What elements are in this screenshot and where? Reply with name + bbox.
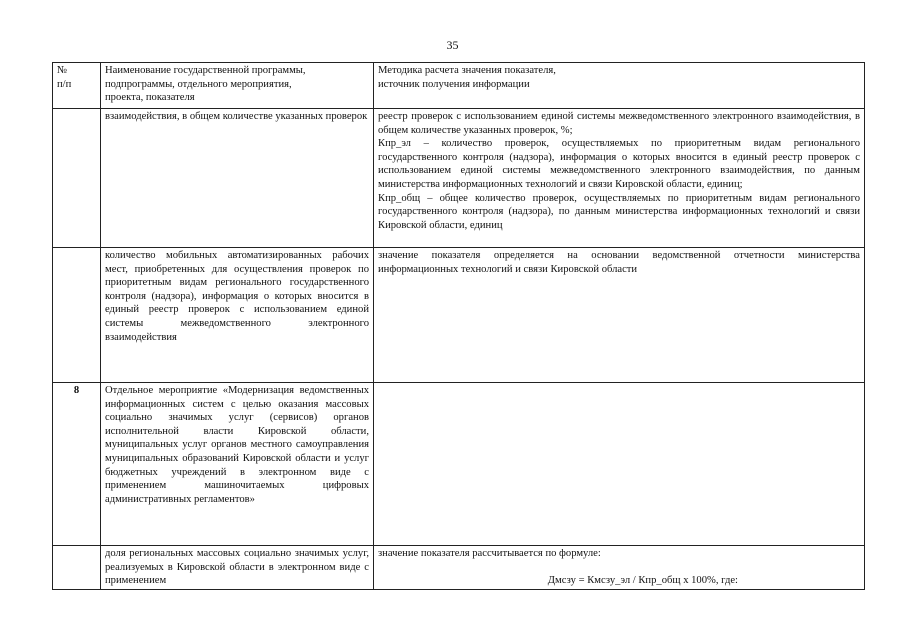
row-num <box>53 546 101 590</box>
row-name: взаимодействия, в общем количестве указанных проверок <box>101 109 374 248</box>
header-num: № п/п <box>53 63 101 109</box>
table-row <box>53 109 865 248</box>
table-header-row <box>53 63 865 109</box>
row-num <box>53 248 101 383</box>
header-method: Методика расчета значения показателя, источник получения информации <box>374 63 865 109</box>
method-paragraph: Кпр_эл – количество проверок, осуществляемых по приоритетным видам регионального государственного контроля (надзора), информация о которых вносится в единый реестр проверок с использованием единой системы межведомственного электронного взаимодействия, по данным министерства информационных технологий и связи Кировской области, единиц; <box>378 138 860 190</box>
row-method <box>374 248 865 383</box>
row-name: Отдельное мероприятие «Модернизация ведомственных информационных систем с целью оказания массовых социально значимых услуг (сервисов) органов исполнительной власти Кировской области, муниципальных услуг органов местного самоуправления муниципальных образований Кировской области и услуг бюджетных учреждений в электронном виде с применением машиночитаемых цифровых административных регламентов» <box>101 383 374 546</box>
method-paragraph: Кпр_общ – общее количество проверок, осуществляемых по приоритетным видам регионального государственного контроля (надзора), по данным министерства информационных технологий и связи Кировской области, единиц <box>378 192 860 231</box>
formula: Дмсзу = Кмсзу_эл / Кпр_общ х 100%, где: <box>547 574 738 586</box>
table-row <box>53 546 865 590</box>
method-paragraph: реестр проверок с использованием единой системы межведомственного электронного взаимодействия, в общем количестве указанных проверок, %; <box>378 111 860 136</box>
page-number: 35 <box>446 38 459 52</box>
table-row <box>53 248 865 383</box>
row-method <box>374 546 865 590</box>
row-method <box>374 109 865 248</box>
header-name: Наименование государственной программы, подпрограммы, отдельного мероприятия, проекта, показателя <box>101 63 374 109</box>
row-method <box>374 383 865 546</box>
row-num <box>53 109 101 248</box>
row-name: количество мобильных автоматизированных рабочих мест, приобретенных для осуществления проверок по приоритетным видам регионального государственного контроля (надзора), информация о которых вносится в единый реестр проверок с использованием единой системы межведомственного электронного взаимодействия <box>101 248 374 383</box>
row-num: 8 <box>53 383 101 546</box>
table-row <box>53 383 865 546</box>
method-paragraph: значение показателя определяется на основании ведомственной отчетности министерства информационных технологий и связи Кировской области <box>378 250 860 275</box>
methodology-table <box>52 62 865 590</box>
spacer <box>378 561 860 574</box>
method-intro: значение показателя рассчитывается по формуле: <box>378 548 601 559</box>
row-name: доля региональных массовых социально значимых услуг, реализуемых в Кировской области в электронном виде с применением <box>101 546 374 590</box>
